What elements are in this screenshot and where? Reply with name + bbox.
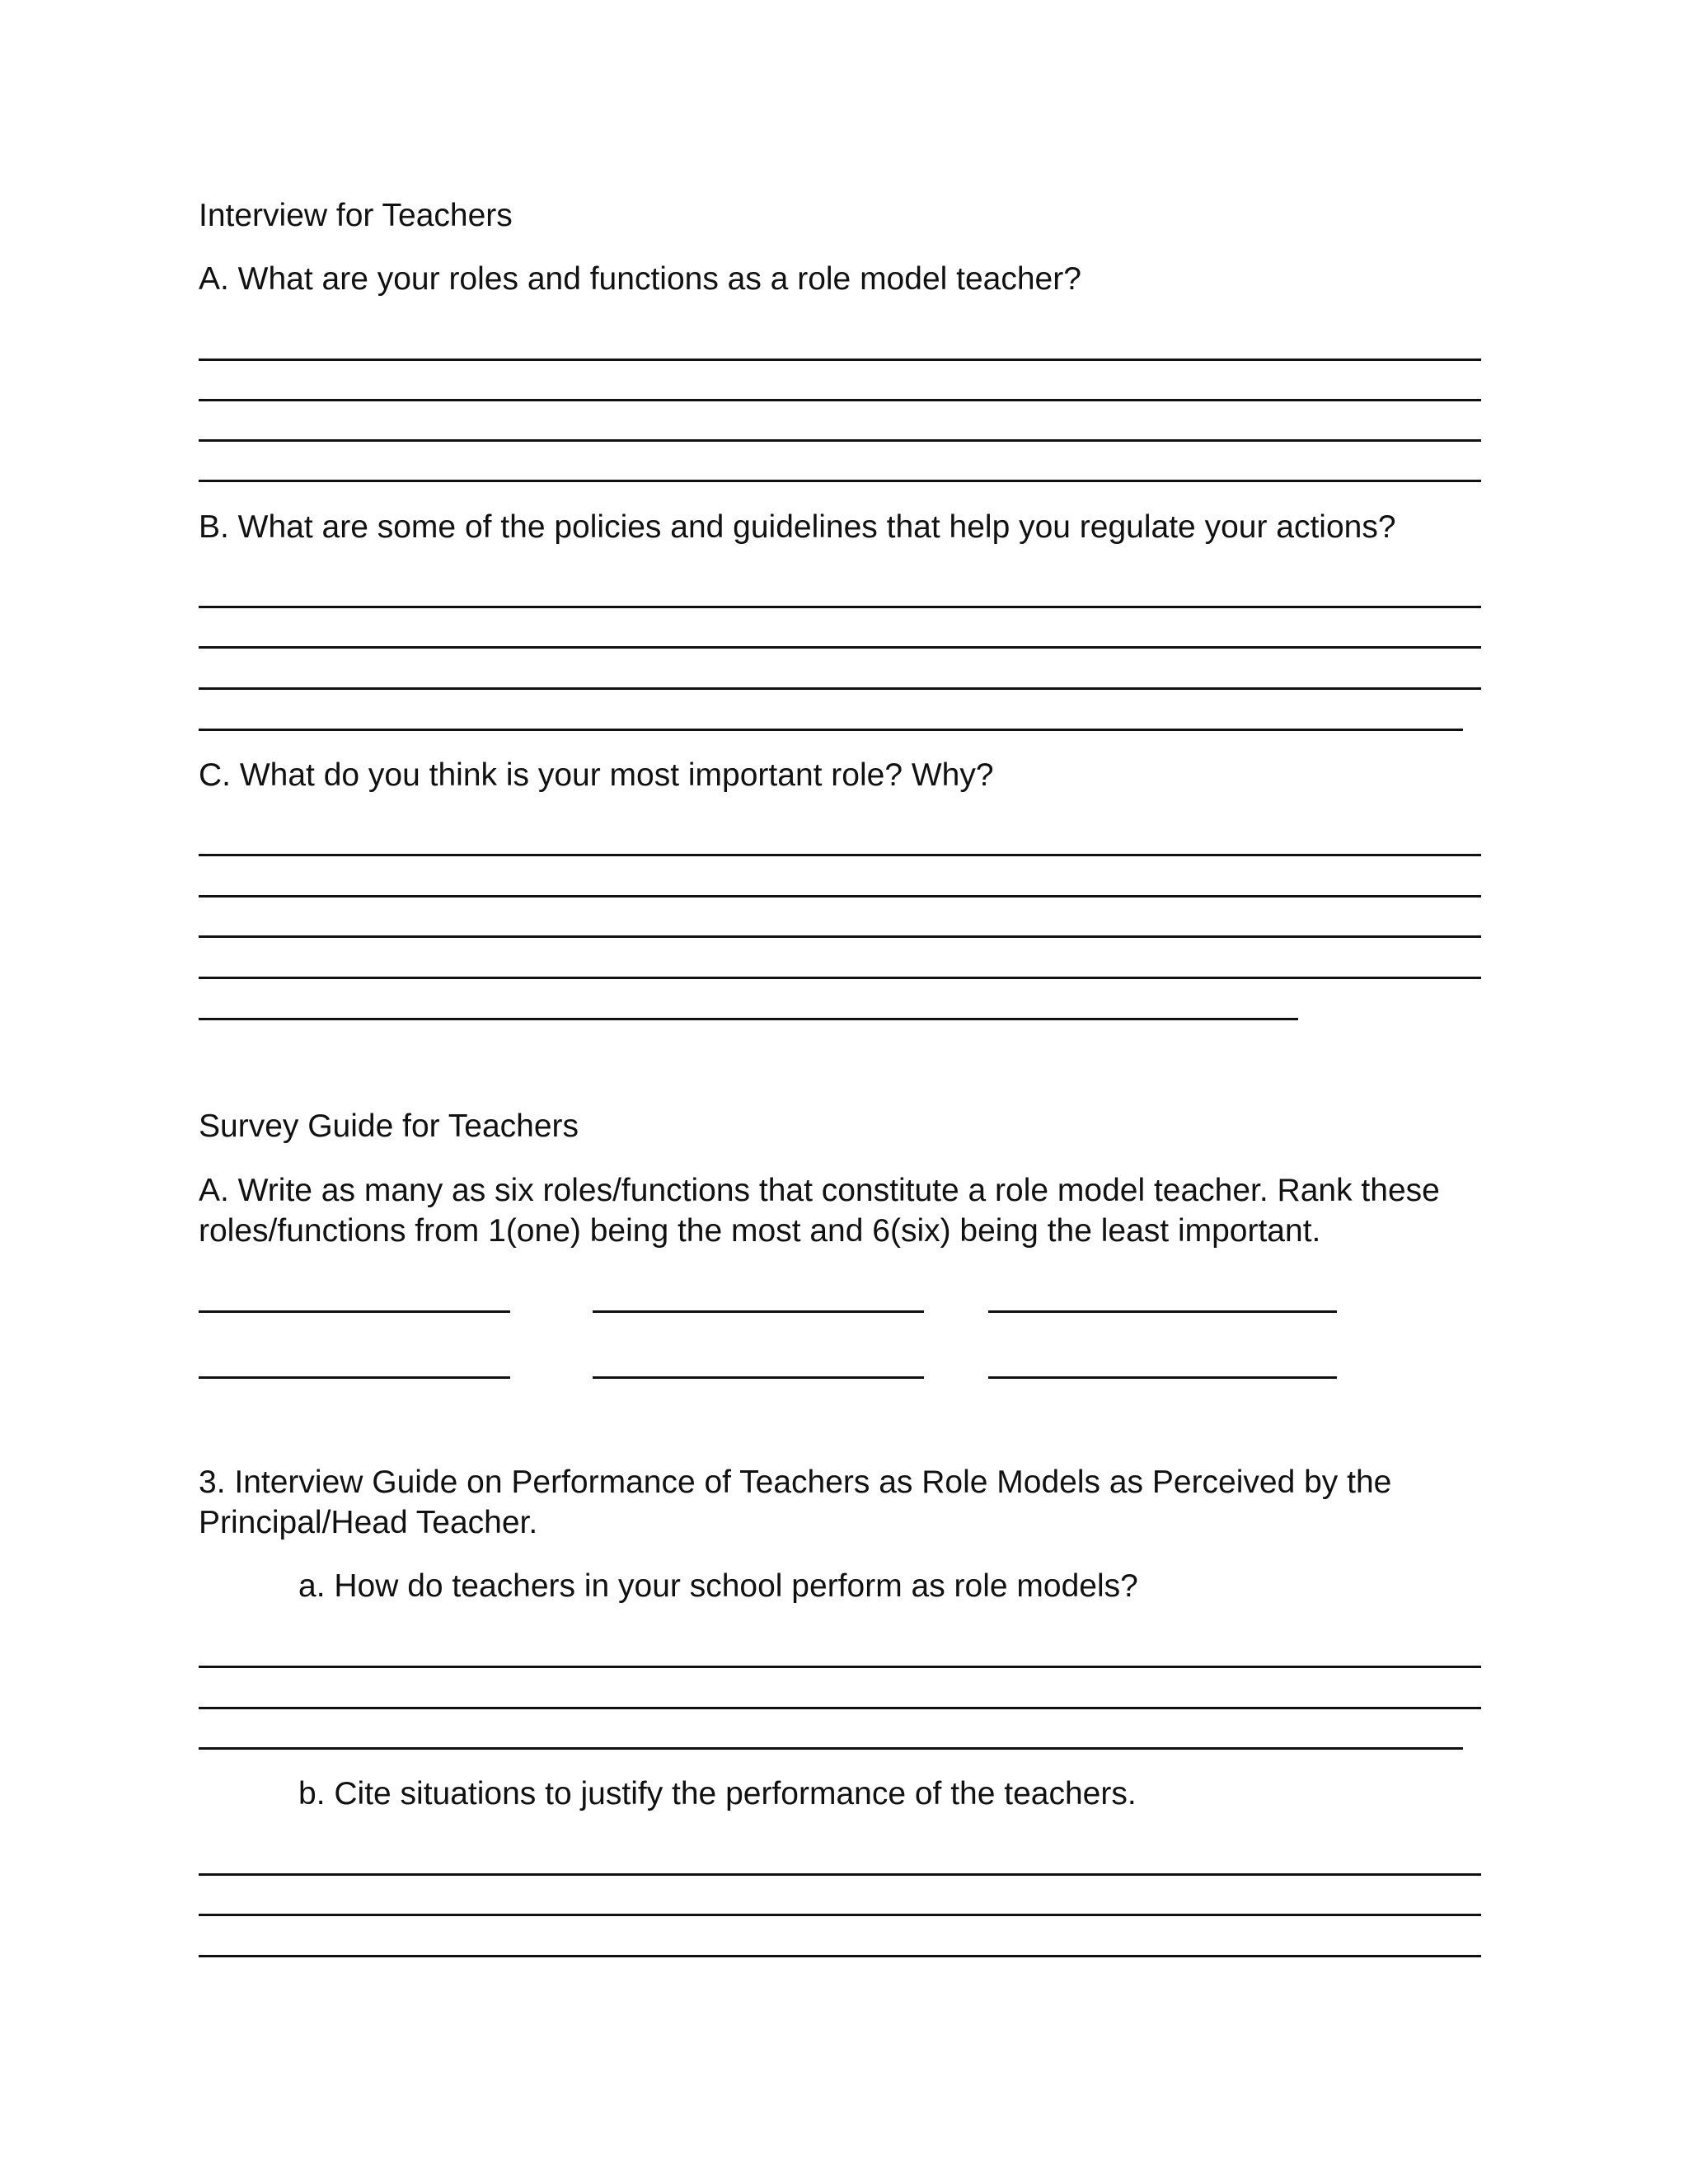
- rank-answer-line[interactable]: [199, 1376, 510, 1379]
- rank-answer-line[interactable]: [988, 1310, 1337, 1313]
- principal-question-a: a. How do teachers in your school perform as role models?: [298, 1568, 1138, 1604]
- rank-answer-line[interactable]: [988, 1376, 1337, 1379]
- rank-answer-line[interactable]: [593, 1376, 924, 1379]
- rank-answer-line[interactable]: [593, 1310, 924, 1313]
- answer-line[interactable]: [199, 854, 1481, 856]
- answer-line[interactable]: [199, 895, 1481, 898]
- principal-guide-heading-line1: 3. Interview Guide on Performance of Teachers as Role Models as Perceived by the: [199, 1465, 1392, 1500]
- answer-line[interactable]: [199, 1955, 1481, 1957]
- answer-line[interactable]: [199, 480, 1481, 482]
- answer-line[interactable]: [199, 977, 1481, 979]
- answer-line[interactable]: [199, 729, 1463, 731]
- interview-question-c: C. What do you think is your most important role? Why?: [199, 757, 994, 793]
- principal-question-b: b. Cite situations to justify the performance of the teachers.: [298, 1776, 1137, 1811]
- answer-line[interactable]: [199, 1747, 1463, 1750]
- answer-line[interactable]: [199, 399, 1481, 401]
- answer-line[interactable]: [199, 1666, 1481, 1668]
- principal-guide-heading-line2: Principal/Head Teacher.: [199, 1505, 538, 1540]
- answer-line[interactable]: [199, 1707, 1481, 1709]
- interview-question-b: B. What are some of the policies and guidelines that help you regulate your actions?: [199, 509, 1396, 545]
- survey-question-a-line2: roles/functions from 1(one) being the most and 6(six) being the least important.: [199, 1213, 1321, 1249]
- answer-line[interactable]: [199, 1018, 1298, 1020]
- answer-line[interactable]: [199, 359, 1481, 361]
- answer-line[interactable]: [199, 606, 1481, 608]
- answer-line[interactable]: [199, 646, 1481, 649]
- interview-question-a: A. What are your roles and functions as a role model teacher?: [199, 261, 1081, 297]
- answer-line[interactable]: [199, 439, 1481, 442]
- rank-answer-line[interactable]: [199, 1310, 510, 1313]
- answer-line[interactable]: [199, 935, 1481, 938]
- answer-line[interactable]: [199, 1873, 1481, 1876]
- survey-question-a-line1: A. Write as many as six roles/functions that constitute a role model teacher. Rank these: [199, 1173, 1440, 1208]
- survey-heading: Survey Guide for Teachers: [199, 1108, 579, 1144]
- answer-line[interactable]: [199, 1914, 1481, 1916]
- answer-line[interactable]: [199, 687, 1481, 690]
- interview-heading: Interview for Teachers: [199, 198, 513, 233]
